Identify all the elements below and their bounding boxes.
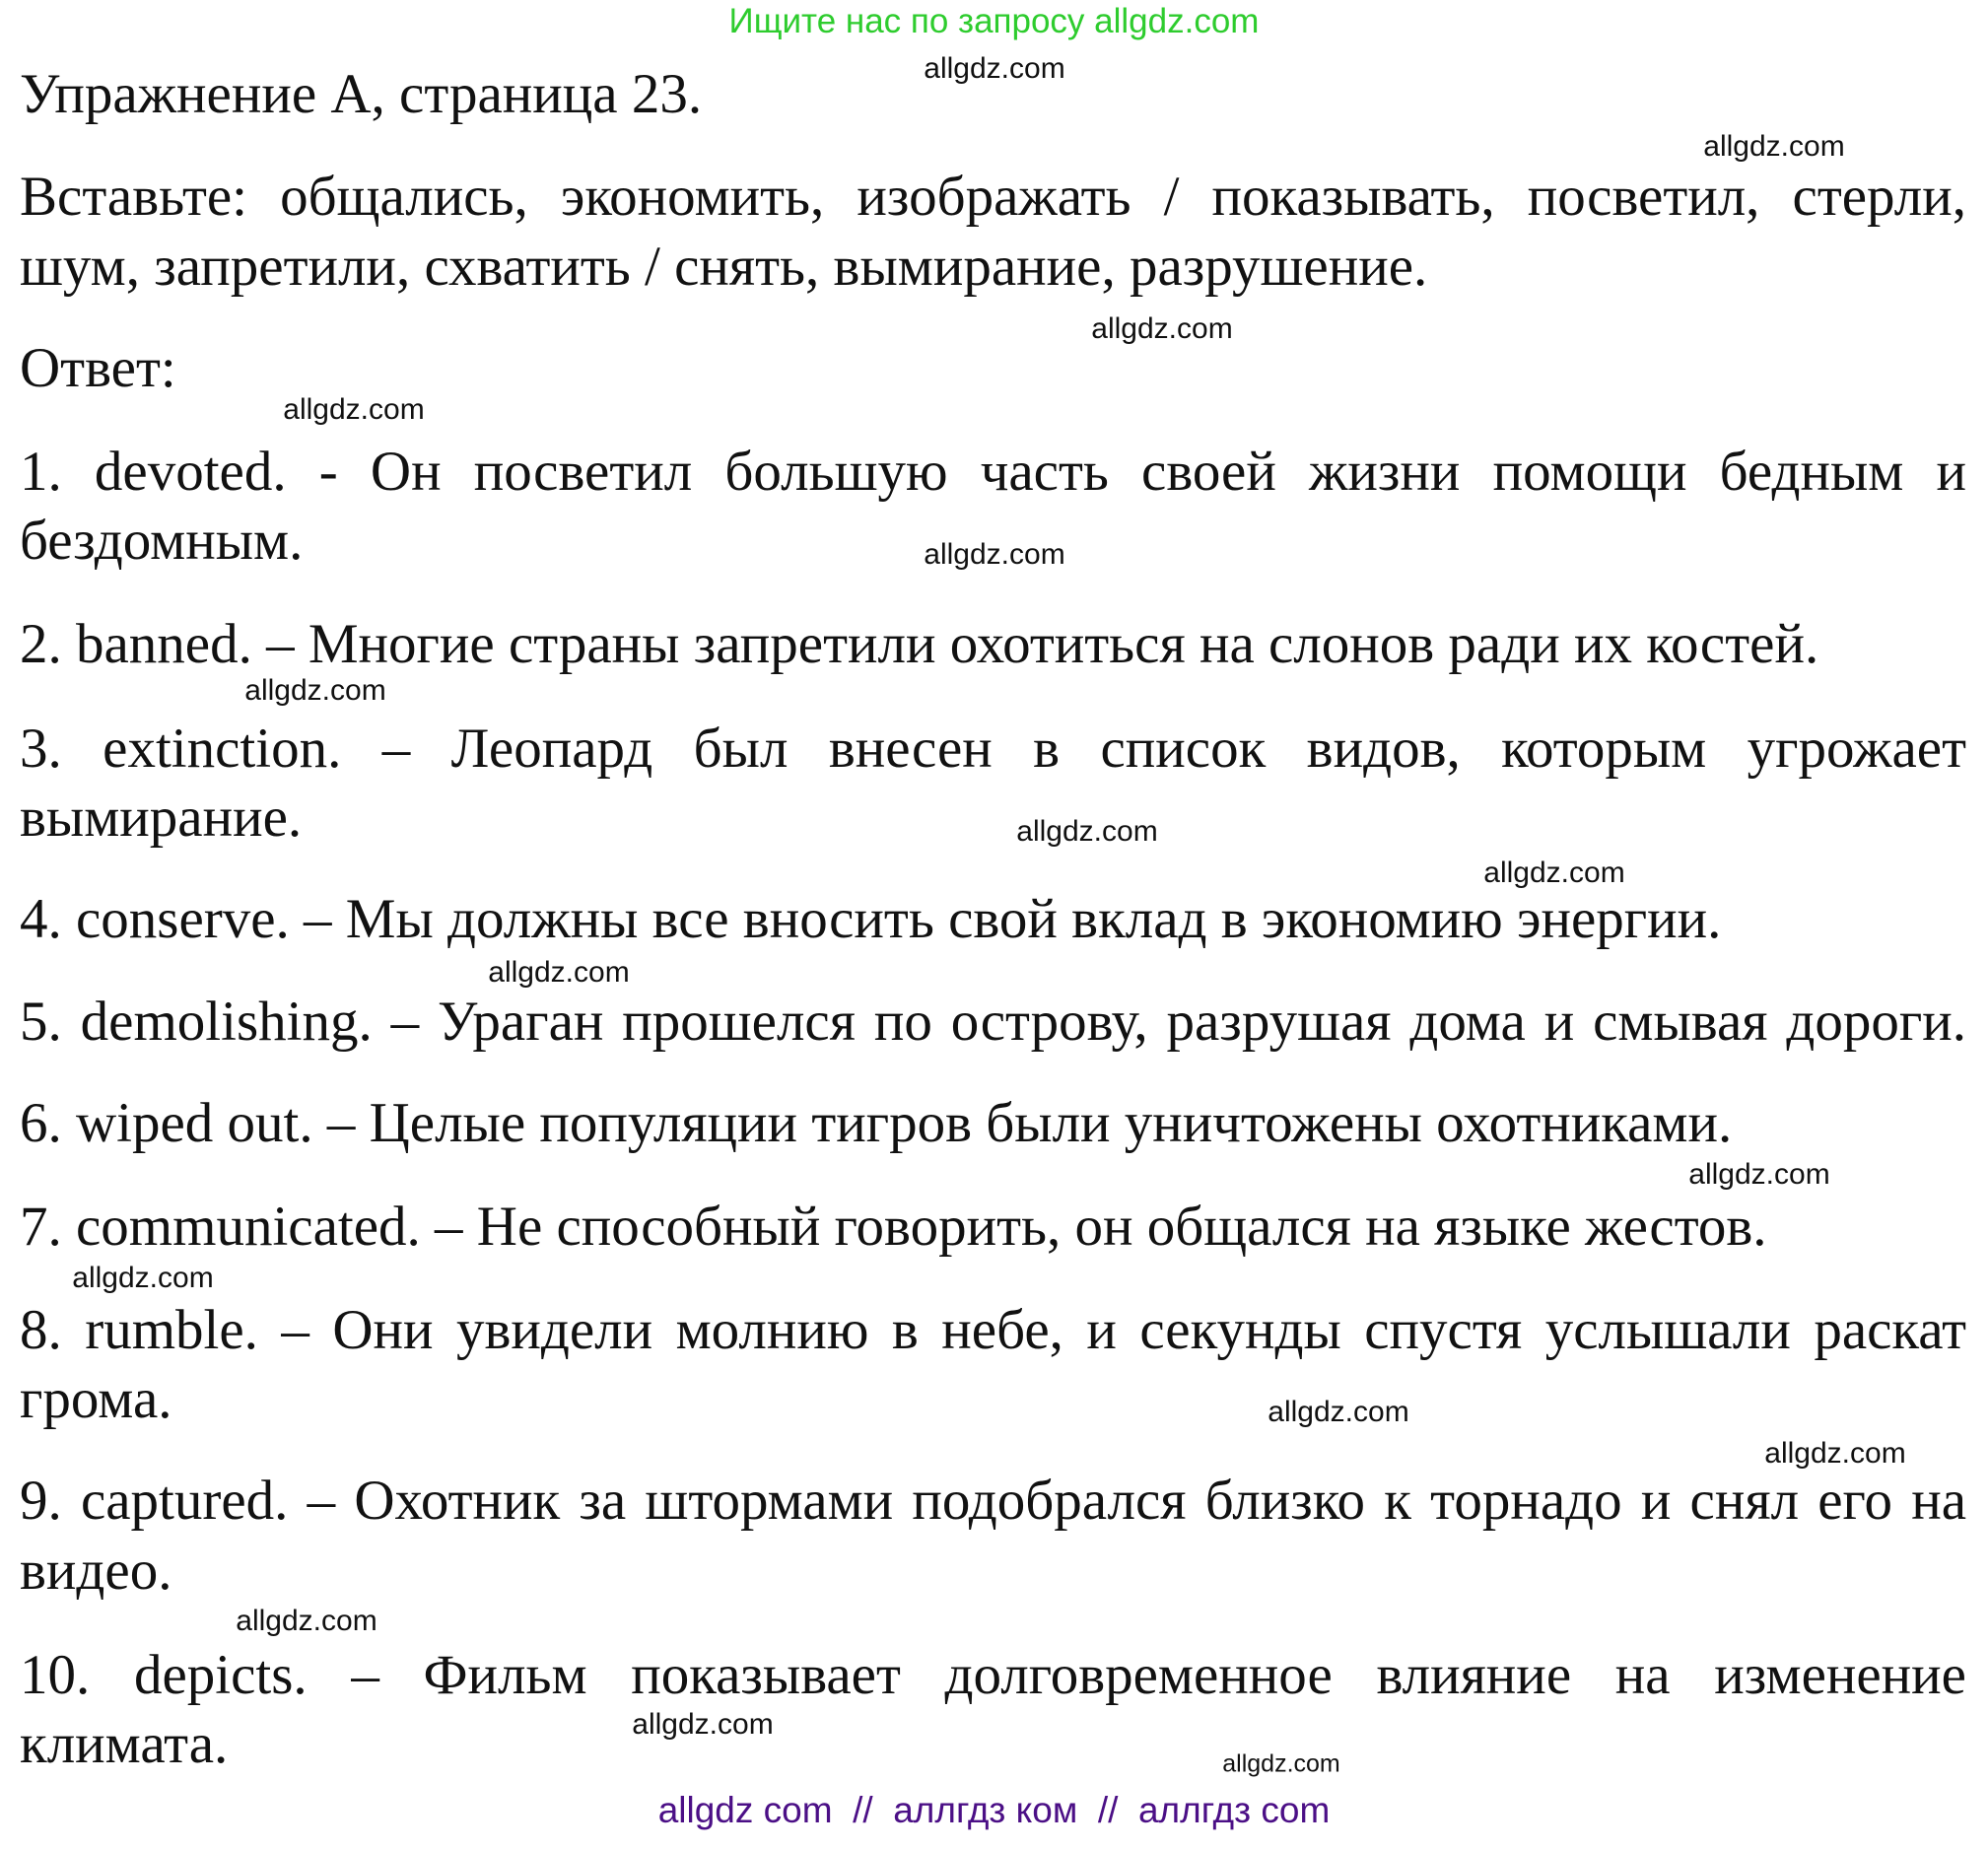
- footer-links: allgdz com // аллгдз ком // аллгдз com: [657, 1790, 1331, 1830]
- watermark: allgdz.com: [1764, 1437, 1906, 1470]
- watermark: allgdz.com: [1222, 1749, 1340, 1778]
- exercise-title: Упражнение А, страница 23.: [20, 63, 703, 125]
- instruction-line: Вставьте: общались, экономить, изображать / показывать, посветил, стерли,: [20, 166, 1966, 228]
- search-banner: Ищите нас по запросу allgdz.com: [728, 2, 1260, 40]
- watermark: allgdz.com: [924, 538, 1065, 571]
- watermark: allgdz.com: [924, 52, 1065, 85]
- answer-item-cont: климата.: [20, 1713, 229, 1775]
- watermark: allgdz.com: [1268, 1396, 1409, 1428]
- watermark: allgdz.com: [1483, 856, 1625, 889]
- answer-item-cont: бездомным.: [20, 510, 304, 572]
- watermark: allgdz.com: [236, 1605, 377, 1637]
- answer-item: 3. extinction. – Леопард был внесен в список видов, которым угрожает: [20, 718, 1966, 780]
- answer-item: 7. communicated. – Не способный говорить, он общался на языке жестов.: [20, 1196, 1767, 1258]
- watermark: allgdz.com: [1688, 1158, 1830, 1191]
- answer-item: 8. rumble. – Они увидели молнию в небе, и секунды спустя услышали раскат: [20, 1299, 1966, 1361]
- watermark: allgdz.com: [632, 1708, 774, 1741]
- answer-item-cont: вымирание.: [20, 787, 303, 849]
- answer-label: Ответ:: [20, 337, 176, 399]
- answer-item: 6. wiped out. – Целые популяции тигров были уничтожены охотниками.: [20, 1092, 1733, 1154]
- answer-item: 4. conserve. – Мы должны все вносить свой вклад в экономию энергии.: [20, 888, 1722, 950]
- answer-item-cont: грома.: [20, 1368, 172, 1430]
- watermark: allgdz.com: [488, 956, 630, 989]
- answer-item: 10. depicts. – Фильм показывает долговременное влияние на изменение: [20, 1644, 1966, 1706]
- answer-item-cont: видео.: [20, 1540, 172, 1602]
- watermark: allgdz.com: [72, 1262, 214, 1294]
- answer-item: 9. captured. – Охотник за штормами подобрался близко к торнадо и снял его на: [20, 1470, 1966, 1532]
- answer-item: 5. demolishing. – Ураган прошелся по острову, разрушая дома и смывая дороги.: [20, 991, 1966, 1053]
- instruction-line: шум, запретили, схватить / снять, вымирание, разрушение.: [20, 236, 1428, 298]
- answer-item: 2. banned. – Многие страны запретили охотиться на слонов ради их костей.: [20, 613, 1819, 675]
- watermark: allgdz.com: [1703, 130, 1845, 163]
- watermark: allgdz.com: [244, 674, 386, 707]
- watermark: allgdz.com: [1016, 815, 1158, 848]
- watermark: allgdz.com: [283, 393, 425, 426]
- answer-item: 1. devoted. - Он посветил большую часть своей жизни помощи бедным и: [20, 441, 1966, 503]
- watermark: allgdz.com: [1091, 312, 1233, 345]
